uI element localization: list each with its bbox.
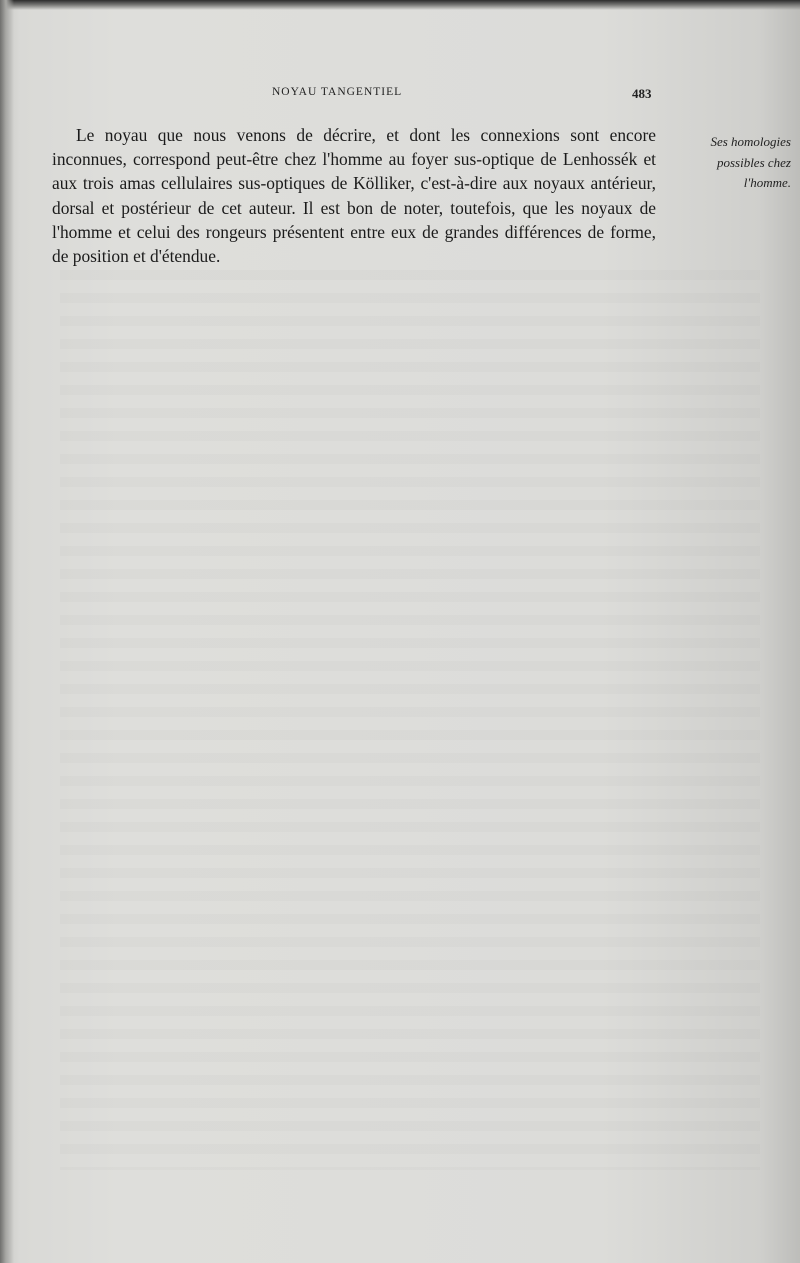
page-number: 483	[632, 86, 652, 101]
margin-note: Ses homologies possibles chez l'homme.	[710, 134, 791, 190]
scan-top-edge	[0, 0, 800, 10]
bleed-through-texture	[60, 270, 760, 1170]
scan-left-edge	[0, 0, 14, 1263]
running-title: NOYAU TANGENTIEL	[272, 86, 403, 98]
body-paragraph: Le noyau que nous venons de décrire, et dont les connexions sont encore inconnues, correspond peut-être chez l'homme au foyer sus-optique de Lenhossék et aux trois amas cellulaires sus-optiques de Kölliker, c'est-à-dire aux noyaux antérieur, dorsal et postérieur de cet auteur. Il est bon de noter, toutefois, que les noyaux de l'homme et celui des rongeurs présentent entre eux de grandes différences de forme, de position et d'étendue.	[52, 125, 656, 267]
